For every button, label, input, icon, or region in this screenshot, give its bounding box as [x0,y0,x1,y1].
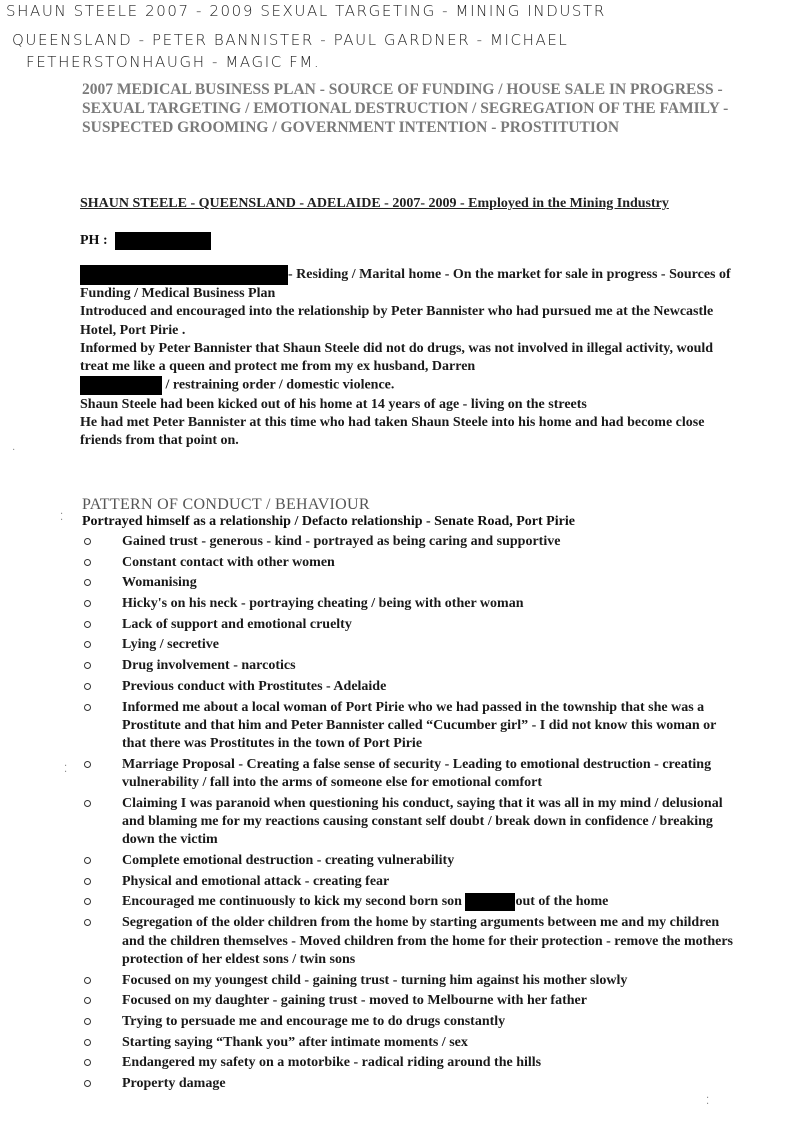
list-item [84,756,734,793]
list-item [84,533,734,551]
list-item-text: Starting saying “Thank you” after intimate moments / sex [122,1034,468,1050]
list-item [84,1075,734,1093]
scan-speckle: · [12,445,16,456]
list-item-text: Previous conduct with Prostitutes - Adelaide [122,678,387,694]
list-item-text: Focused on my daughter - gaining trust - moved to Melbourne with her father [122,993,587,1009]
list-item [84,852,734,870]
bullet-icon [84,857,91,864]
list-item [84,1054,734,1072]
list-item-text: Drug involvement - narcotics [122,658,296,674]
list-item [84,1034,734,1052]
handwritten-line-3: FETHERSTONHAUGH - MAGIC FM. [26,53,321,71]
list-item [84,972,734,990]
person-heading: SHAUN STEELE - QUEENSLAND - ADELAIDE - 2007- 2009 - Employed in the Mining Industry [80,196,669,211]
intro-line-3: Informed by Peter Bannister that Shaun Steele did not do drugs, was not involved in illegal activity, would treat me like a queen and protect me from my ex husband, Darren [80,340,714,375]
portrayed-line: Portrayed himself as a relationship / Defacto relationship - Senate Road, Port Pirie [82,514,575,529]
list-item [84,678,734,696]
list-item [84,595,734,613]
list-item-text: Informed me about a local woman of Port Pirie who we had passed in the township that she was a Prostitute and that him and Peter Bannister called “Cucumber girl” - I did not know this woman or that there was Prostitutes in the town of Port Pirie [122,699,717,752]
list-item-text: Endangered my safety on a motorbike - radical riding around the hills [122,1055,542,1071]
bullet-icon [84,1080,91,1087]
list-item [84,616,734,634]
list-item [84,554,734,572]
bullet-icon [84,559,91,566]
bullet-icon [84,683,91,690]
summary-block: 2007 MEDICAL BUSINESS PLAN - SOURCE OF FUNDING / HOUSE SALE IN PROGRESS - SEXUAL TARGETING / EMOTIONAL DESTRUCTION / SEGREGATION OF THE FAMILY - SUSPECTED GROOMING / GOVERNMENT INTENTION - PROSTITUTION [82,81,729,136]
scan-speckle: ⁚ [64,764,68,775]
bullet-icon [84,1018,91,1025]
list-item [84,1013,734,1031]
bullet-icon [84,621,91,628]
bullet-icon [84,600,91,607]
list-item-text: Property damage [122,1076,226,1092]
redacted-son-name [465,893,515,911]
intro-paragraph [80,265,740,450]
list-item-text: Marriage Proposal - Creating a false sense of security - Leading to emotional destruction - creating vulnerability / fall into the arms of someone else for emotional comfort [122,756,712,791]
handwritten-line-2: QUEENSLAND - PETER BANNISTER - PAUL GARDNER - MICHAEL [12,31,569,49]
bullet-icon [84,919,91,926]
list-item-text: Lack of support and emotional cruelty [122,616,352,632]
section-title: PATTERN OF CONDUCT / BEHAVIOUR [82,496,370,513]
scan-speckle: ⁚ [706,1096,710,1107]
list-item-text: Lying / secretive [122,637,219,653]
bullet-icon [84,662,91,669]
bullet-icon [84,1059,91,1066]
bullet-icon [84,579,91,586]
list-item-text: Hicky's on his neck - portraying cheating / being with other woman [122,596,524,612]
bullet-icon [84,1039,91,1046]
list-item-text: Claiming I was paranoid when questioning his conduct, saying that it was all in my mind / delusional and blaming me for my reactions causing constant self doubt / break down in confidence / breaking down the victim [122,795,723,848]
list-item [84,699,734,754]
list-item [84,914,734,969]
bullet-icon [84,898,91,905]
handwritten-line-1: SHAUN STEELE 2007 - 2009 SEXUAL TARGETING - MINING INDUSTR [6,2,606,20]
list-item-text: Trying to persuade me and encourage me to do drugs constantly [122,1013,506,1029]
phone-line [80,232,211,250]
list-item [84,873,734,891]
list-item-text: Segregation of the older children from the home by starting arguments between me and my children and the children themselves - Moved children from the home for their protection - remove the mothers protection of her eldest sons / twin sons [122,915,733,967]
list-item [84,574,734,592]
list-item-text: Physical and emotional attack - creating fear [122,873,390,889]
redacted-address [80,265,288,285]
phone-label: PH : [80,233,108,249]
bullet-icon [84,538,91,545]
scan-speckle: ⁚ [60,512,64,523]
list-item-text: Womanising [122,575,197,591]
intro-line-3b: / restraining order / domestic violence. [165,378,395,394]
bullet-icon [84,641,91,648]
intro-line-4: Shaun Steele had been kicked out of his home at 14 years of age - living on the streets [80,396,587,412]
list-item-text: Gained trust - generous - kind - portrayed as being caring and supportive [122,534,561,549]
list-item-text: Complete emotional destruction - creating vulnerability [122,853,455,869]
conduct-list [84,533,734,1096]
intro-line-2: Introduced and encouraged into the relationship by Peter Bannister who had pursued me at the Newcastle Hotel, Port Pirie . [80,304,714,338]
list-item [84,992,734,1010]
intro-line-5: He had met Peter Bannister at this time who had taken Shaun Steele into his home and had become close friends from that point on. [80,414,705,449]
bullet-icon [84,878,91,885]
intro-line-1: - Residing / Marital home - On the market for sale in progress - Sources of Funding / Medical Business Plan [80,267,731,301]
list-item-text: Focused on my youngest child - gaining trust - turning him against his mother slowly [122,972,628,988]
son-bullet-after: out of the home [515,894,609,910]
bullet-icon [84,704,91,711]
list-item [84,657,734,675]
bullet-icon [84,761,91,768]
list-item [84,795,734,850]
list-item [84,636,734,654]
list-item-text: Constant contact with other women [122,554,335,570]
bullet-icon [84,977,91,984]
bullet-icon [84,800,91,807]
redacted-surname [80,376,162,395]
list-item [84,893,734,912]
redacted-phone [115,232,211,250]
son-bullet-before: Encouraged me continuously to kick my second born son [122,894,466,910]
bullet-icon [84,997,91,1004]
